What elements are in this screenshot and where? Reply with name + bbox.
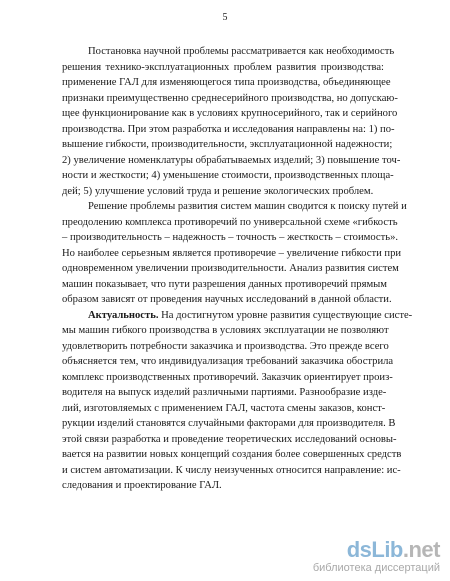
text-line: машин показывает, что пути разрешения данных противоречий прямым (62, 278, 387, 290)
text-line: Но наиболее серьезным является противоречие – увеличение гибкости при (62, 247, 402, 259)
text-line: – производительность – надежность – точность – жесткость – стоимость». (62, 232, 399, 243)
document-body (62, 44, 413, 494)
text-line: ности и жесткости; 4) уменьшение стоимости, производственных площа- (62, 170, 394, 181)
text-line: этой связи разработка и проведение теоретических исследований основы- (62, 433, 397, 445)
watermark-logo-net: .net (402, 537, 440, 562)
watermark[interactable] (310, 538, 440, 575)
text-line: удовлетворить потребности заказчика и производства. Это прежде всего (62, 340, 389, 352)
text-line: мы машин гибкого производства в условиях эксплуатации не позволяют (62, 325, 389, 336)
text-line: водителя на выпуск изделий различными партиями. Разнообразие изде- (62, 387, 387, 398)
text-line: объясняется тем, что индивидуализация требований заказчика обострила (62, 356, 394, 367)
text-line: комплекс производственных противоречий. Заказчик ориентирует произ- (62, 371, 393, 383)
text-line: признаки преимущественно среднесерийного производства, но допускаю- (62, 92, 398, 104)
text-line: щее функционирование как в условиях крупносерийного, так и серийного (62, 108, 398, 119)
text-line: Постановка научной проблемы рассматривается как необходимость (88, 46, 395, 57)
text-line: образом зависят от проведения научных исследований в данной области. (62, 294, 392, 305)
text-line: лий, изготовляемых с применением ГАЛ, частота смены заказов, конст- (62, 402, 386, 414)
watermark-logo-ds: ds (346, 537, 372, 562)
watermark-subtitle: библиотека диссертаций (312, 562, 440, 574)
text-line: Решение проблемы развития систем машин сводится к поиску путей и (88, 201, 407, 212)
text-line: вается на развитии новых концепций создания более совершенных средств (62, 449, 402, 460)
text-line: производства. При этом разработка и исследования направлены на: 1) по- (62, 123, 395, 135)
watermark-logo[interactable] (310, 538, 440, 562)
text-line: применение ГАЛ для изменяющегося типа производства, объединяющее (62, 77, 391, 88)
text-line: рукции изделий становятся случайными факторами для производителя. В (62, 418, 396, 429)
text-line: Актуальность. На достигнутом уровне развития существующие систе- (88, 309, 413, 321)
watermark-logo-lib: Lib (371, 537, 403, 562)
text-line: дей; 5) улучшение условий труда и решение экологических проблем. (62, 185, 374, 197)
text-line: следования и проектирование ГАЛ. (62, 480, 222, 491)
text-line: и систем автоматизации. К числу неизученных относится направление: ис- (62, 464, 401, 476)
text-line: решения технико-эксплуатационных проблем развития производства: (62, 61, 384, 73)
text-line: преодолению комплекса противоречий по универсальной схеме «гибкость (62, 216, 398, 228)
text-line: 2) увеличение номенклатуры обрабатываемых изделий; 3) повышение точ- (62, 154, 401, 166)
text-line: одновременном увеличении производительности. Анализ развития систем (62, 263, 399, 274)
bold-term: Актуальность. (88, 309, 159, 321)
page-number: 5 (222, 12, 228, 23)
text-line: вышение гибкости, производительности, эксплуатационной надежности; (62, 139, 393, 150)
